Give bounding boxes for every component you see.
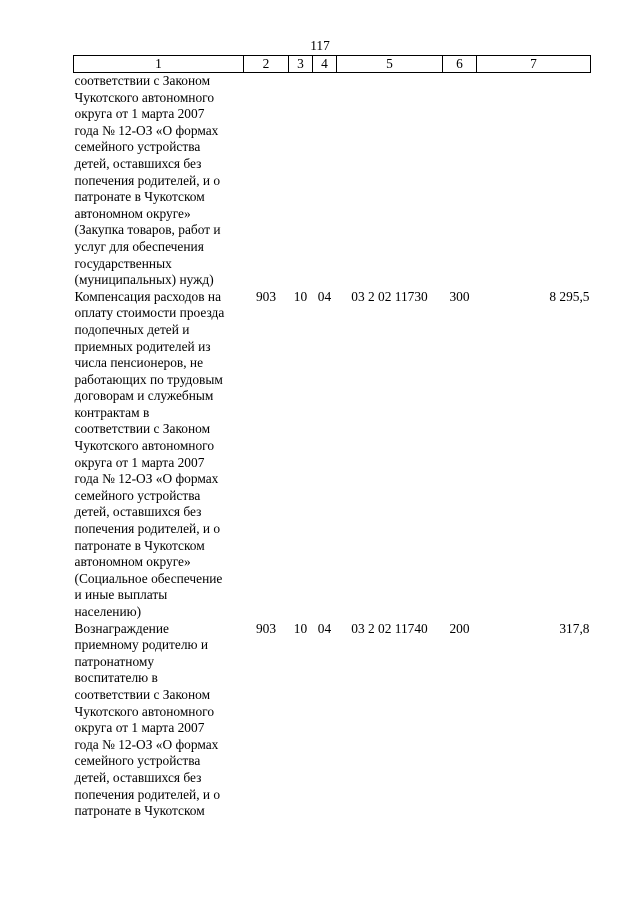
column-header-1: 1 <box>74 56 244 73</box>
table-row <box>74 73 591 289</box>
row-ministry <box>244 73 289 289</box>
table-row <box>74 621 591 820</box>
column-header-7: 7 <box>477 56 591 73</box>
column-header-2: 2 <box>244 56 289 73</box>
row-amount: 8 295,5 <box>549 288 590 304</box>
row-subsection <box>313 73 337 289</box>
row-target: 03 2 02 11740 <box>351 620 428 636</box>
row-amount: 317,8 <box>559 620 590 636</box>
row-amount <box>477 73 591 289</box>
row-name: Компенсация расходов на оплату стоимости проезда подопечных детей и приемных родителей из числа пенсионеров, не работающих по трудовым договорам и служебным контрактам в соответствии с Законом Чукотского автономного округа от 1 марта 2007 года № 12-ОЗ «О формах семейного устройства детей, оставшихся без попечения родителей, и о патронате в Чукотском автономном округе» (Социальное обеспечение и иные выплаты населению) <box>74 288 225 619</box>
row-target <box>337 73 443 289</box>
row-section: 10 <box>293 620 308 636</box>
column-header-5: 5 <box>337 56 443 73</box>
row-target: 03 2 02 11730 <box>351 288 428 304</box>
row-type: 200 <box>449 620 470 636</box>
row-subsection: 04 <box>317 288 332 304</box>
row-ministry: 903 <box>255 288 277 304</box>
row-subsection: 04 <box>317 620 332 636</box>
row-type: 300 <box>449 288 470 304</box>
row-section <box>289 73 313 289</box>
row-section: 10 <box>293 288 308 304</box>
column-header-4: 4 <box>313 56 337 73</box>
row-name: соответствии с Законом Чукотского автономного округа от 1 марта 2007 года № 12-ОЗ «О формах семейного устройства детей, оставшихся без попечения родителей, и о патронате в Чукотском автономном округе» (Закупка товаров, работ и услуг для обеспечения государственных (муниципальных) нужд) <box>74 73 221 288</box>
row-ministry: 903 <box>255 620 277 636</box>
row-name: Вознаграждение приемному родителю и патронатному воспитателю в соответствии с Законом Чукотского автономного округа от 1 марта 2007 года № 12-ОЗ «О формах семейного устройства детей, оставшихся без попечения родителей, и о патронате в Чукотском <box>74 620 221 819</box>
budget-table <box>73 55 591 820</box>
column-header-3: 3 <box>289 56 313 73</box>
column-header-6: 6 <box>443 56 477 73</box>
table-header-row <box>74 56 591 73</box>
table-row <box>74 289 591 621</box>
row-type <box>443 73 477 289</box>
page-number: 117 <box>310 38 330 53</box>
